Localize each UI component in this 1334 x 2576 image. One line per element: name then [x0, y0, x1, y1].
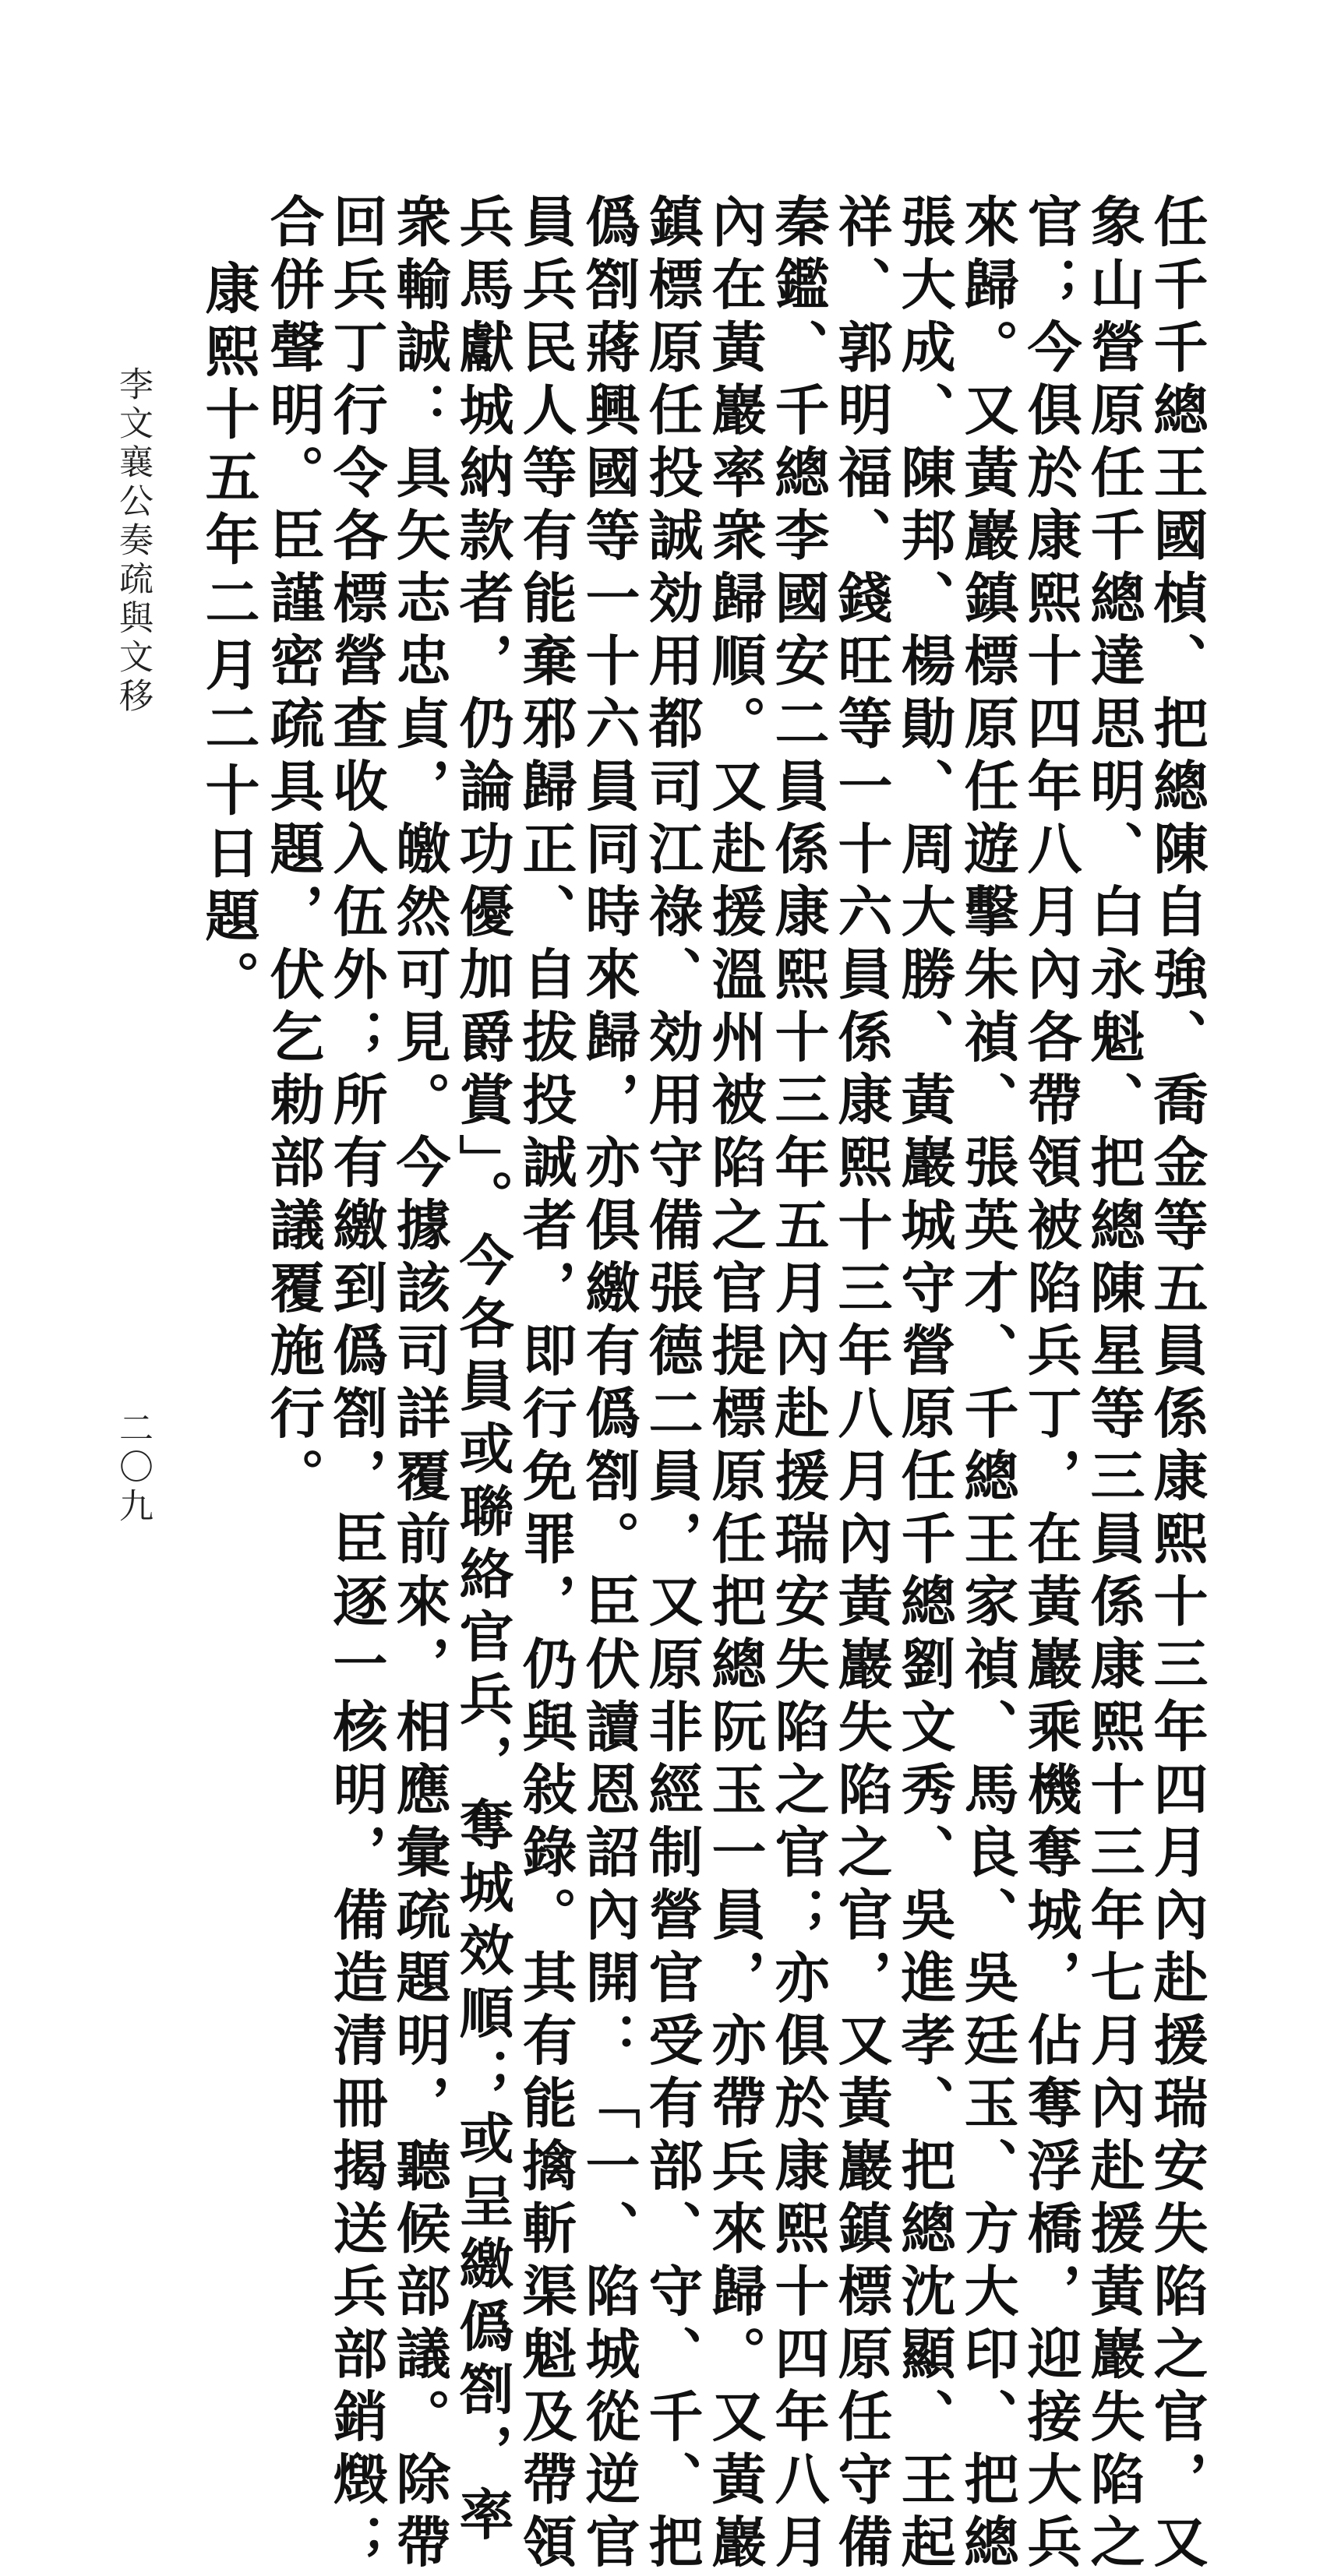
text-column-1: 任千千總王國楨、把總陳自強、喬金等五員係康熙十三年四月內赴援瑞安失陷之官，又: [1145, 193, 1209, 2576]
text-column-3: 官；今俱於康熙十四年八月內各帶領被陷兵丁，在黃巖乘機奪城，佔奪浮橋，迎接大兵: [1018, 193, 1083, 2576]
book-title: 李文襄公奏疏與文移: [113, 366, 153, 717]
text-column-9: 鎮標原任投誠効用都司江祿、効用守備張德二員，又原非經制營官受有部、守、千、把: [640, 193, 704, 2576]
text-column-6: 祥、郭明福、錢旺等一十六員係康熙十三年八月內黃巖失陷之官，又黃巖鎮標原任守備: [829, 193, 894, 2576]
text-column-2: 象山營原任千總達思明、白永魁、把總陳星等三員係康熙十三年七月內赴援黃巖失陷之: [1082, 193, 1146, 2576]
text-column-10: 僞劄蔣興國等一十六員同時來歸，亦俱繳有僞劄。臣伏讀恩詔內開：「一、陷城從逆官: [577, 193, 641, 2576]
text-column-11: 員兵民人等有能棄邪歸正、自拔投誠者，即行免罪，仍與敍錄。其有能擒斬渠魁及帶領: [513, 193, 578, 2576]
text-column-4: 來歸。又黃巖鎮標原任遊擊朱禎、張英才、千總王家禎、馬良、吳廷玉、方大印、把總: [955, 193, 1020, 2576]
text-column-12: 兵馬獻城納款者，仍論功優加爵賞」。今各員或聯絡官兵，奪城效順；或呈繳僞劄，率: [450, 193, 515, 2549]
date-line: 康熙十五年二月二十日題。: [196, 260, 261, 1013]
text-column-8: 內在黃巖率衆歸順。又赴援溫州被陷之官提標原任把總阮玉一員，亦帶兵來歸。又黃巖: [703, 193, 768, 2576]
text-column-7: 秦鑑、千總李國安二員係康熙十三年五月內赴援瑞安失陷之官；亦俱於康熙十四年八月: [766, 193, 831, 2576]
text-column-5: 張大成、陳邦、楊勛、周大勝、黃巖城守營原任千總劉文秀、吳進孝、把總沈顯、王起: [892, 193, 957, 2576]
text-column-15: 合併聲明。臣謹密疏具題，伏乞勅部議覆施行。: [261, 193, 326, 1510]
text-column-14: 回兵丁行令各標營查收入伍外；所有繳到僞劄，臣逐一核明，備造清冊揭送兵部銷燬；: [324, 193, 389, 2576]
text-column-13: 衆輸誠：具矢志忠貞，皦然可見。今據該司詳覆前來，相應彙疏題明，聽候部議。除帶: [387, 193, 452, 2576]
page-number: 二〇九: [113, 1410, 153, 1527]
